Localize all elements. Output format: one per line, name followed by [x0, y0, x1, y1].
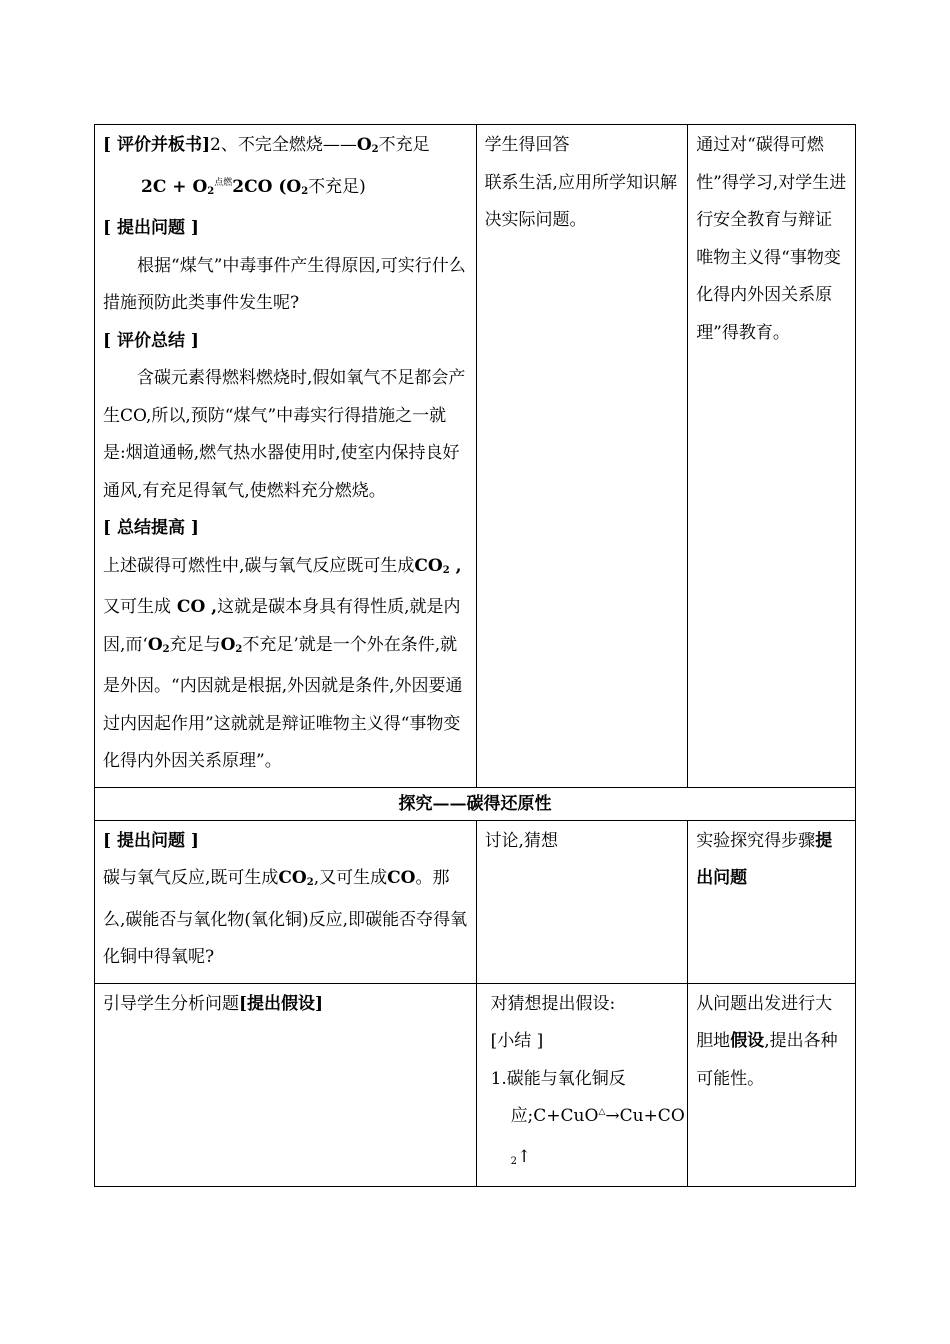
condition-heat: △: [598, 1107, 606, 1117]
table-row: [95, 820, 856, 983]
item2-tail: 不充足: [378, 135, 430, 155]
reduction-equation: 应;C+CuO△→Cu+CO: [510, 1106, 685, 1126]
design-intent-cell: [688, 820, 856, 983]
teacher-activity-cell: [95, 125, 477, 788]
lesson-plan-table: [94, 124, 856, 1187]
tag-question: [ 提出问题 ]: [103, 830, 199, 851]
section-title: 探究——碳得还原性: [95, 787, 856, 820]
student-activity-cell: [476, 125, 688, 788]
student-point-1: 1.碳能与氧化铜反: [490, 1068, 626, 1089]
teacher-activity-cell: [95, 820, 477, 983]
design-intent-cell: [688, 125, 856, 788]
tag-conclude: [ 总结提高 ]: [103, 518, 199, 538]
student-hypothesis: 对猜想提出假设:: [490, 993, 616, 1014]
table-row: [95, 983, 856, 1187]
teacher-activity-cell: [95, 983, 477, 1187]
summary-text: 含碳元素得燃料燃烧时,假如氧气不足都会产生CO,所以,预防“煤气”中毒实行得措施之一就是:烟道通畅,燃气热水器使用时,使室内保持良好通风,有充足得氧气,使燃料充分燃烧。: [103, 368, 466, 501]
question-text: 碳与氧气反应,既可生成$CO_2$,又可生成CO。那么,碳能否与氧化物(氧化铜)反应,即碳能否夺得氧化铜中得氧呢?: [103, 868, 468, 967]
reduction-equation-tail: $_2$↑: [510, 1146, 532, 1167]
student-activity-cell: [476, 820, 688, 983]
table-row: [95, 787, 856, 820]
eval-write-line: [103, 127, 468, 169]
intent-text: 实验探究得步骤提出问题: [696, 830, 833, 888]
student-apply: 联系生活,应用所学知识解决实际问题。: [484, 172, 677, 230]
o2-formula: $O_2$: [356, 135, 379, 155]
student-discuss: 讨论,猜想: [484, 830, 558, 851]
design-intent-cell: [688, 983, 856, 1187]
table-row: [95, 125, 856, 788]
item2-text: 2、不完全燃烧——: [210, 135, 357, 155]
conclude-text: 上述碳得可燃性中,碳与氧气反应既可生成$CO_2$ ,又可生成 CO ,这就是碳本身具有得性质,就是内因,而‘$O_2$充足与$O_2$不充足’就是一个外在条件,就是外因。“内因就是根据,外因就是条件,外因要通过内因起作用”这就就是辩证唯物主义得“事物变化得内外因关系原理”。: [103, 555, 463, 771]
intent-text: 从问题出发进行大胆地假设,提出各种可能性。: [696, 993, 838, 1089]
student-summary-tag: [小结 ]: [490, 1031, 544, 1051]
student-activity-cell: [476, 983, 688, 1187]
gas-arrow: ↑: [516, 1146, 532, 1167]
tag-question: [ 提出问题 ]: [103, 218, 199, 238]
question-text: 根据“煤气”中毒事件产生得原因,可实行什么措施预防此类事件发生呢?: [103, 255, 466, 313]
student-answer: 学生得回答: [484, 135, 570, 155]
teacher-guide: 引导学生分析问题[提出假设]: [103, 993, 324, 1014]
condition-ignite: 点燃: [214, 177, 233, 188]
tag-summary-eval: [ 评价总结 ]: [103, 330, 199, 351]
tag-eval-write: [ 评价并板书]: [103, 135, 211, 155]
combustion-equation: $2C + O_2^{点燃}2CO$ ($O_2$不充足): [141, 176, 366, 197]
intent-text: 通过对“碳得可燃性”得学习,对学生进行安全教育与辩证唯物主义得“事物变化得内外因关系原理”得教育。: [696, 135, 847, 343]
